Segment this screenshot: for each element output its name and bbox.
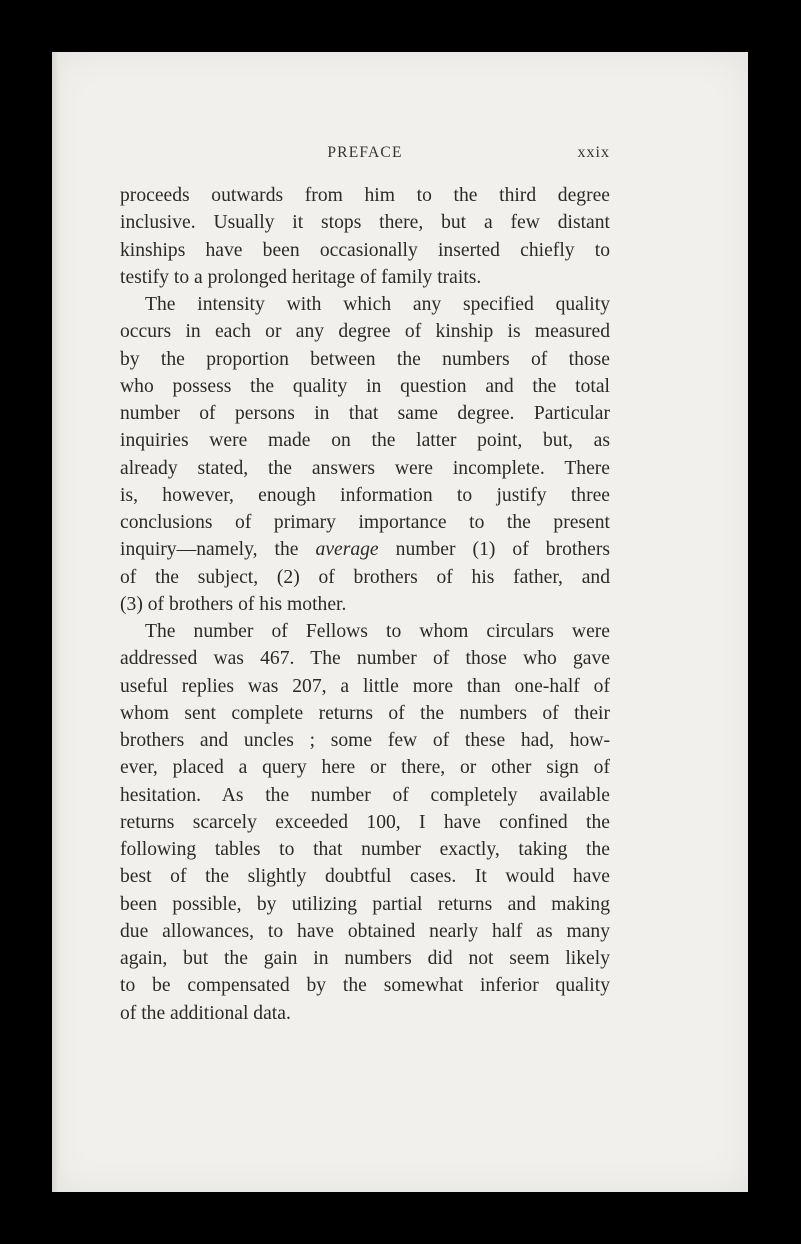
text-line: of the subject, (2) of brothers of his father, and (120, 566, 610, 588)
text-line: hesitation. As the number of completely available (120, 784, 610, 806)
body-text (120, 182, 610, 1027)
page-gutter-shadow (52, 52, 60, 1192)
text-line: who possess the quality in question and the total (120, 375, 610, 397)
text-line: The intensity with which any specified quality (145, 294, 610, 315)
paragraph-2 (120, 291, 610, 618)
running-title: PREFACE (327, 144, 403, 161)
text-line: The number of Fellows to whom circulars were (145, 621, 610, 642)
text-line: testify to a prolonged heritage of family traits. (120, 266, 482, 288)
text-line: useful replies was 207, a little more than one-half of (120, 675, 610, 697)
text-line: best of the slightly doubtful cases. It would have (120, 866, 610, 888)
text-line: number of persons in that same degree. Particular (120, 403, 610, 424)
running-header (120, 144, 610, 168)
text-line: due allowances, to have obtained nearly half as many (120, 920, 610, 942)
text-line: returns scarcely exceeded 100, I have confined the (120, 811, 610, 833)
text-fragment: number (1) of brothers (378, 539, 610, 561)
text-line: already stated, the answers were incomplete. There (120, 457, 610, 479)
paragraph-1 (120, 182, 610, 291)
text-line: ever, placed a query here or there, or other sign of (120, 757, 610, 779)
text-line: occurs in each or any degree of kinship is measured (120, 321, 610, 343)
text-line: addressed was 467. The number of those who gave (120, 648, 610, 670)
text-line-with-italic (120, 536, 610, 563)
italic-word: average (315, 539, 379, 561)
text-line: following tables to that number exactly, taking the (120, 839, 610, 860)
text-line: of the additional data. (120, 1002, 291, 1024)
text-fragment: inquiry—namely, the (120, 539, 316, 561)
text-line: again, but the gain in numbers did not seem likely (120, 948, 610, 969)
text-line: to be compensated by the somewhat inferior quality (120, 975, 610, 997)
page-number: xxix (577, 144, 610, 161)
text-line: is, however, enough information to justify three (120, 484, 610, 506)
text-line: brothers and uncles ; some few of these had, how- (120, 730, 610, 751)
text-line: kinships have been occasionally inserted chiefly to (120, 239, 610, 261)
text-line: conclusions of primary importance to the present (120, 512, 610, 533)
text-line: been possible, by utilizing partial returns and making (120, 893, 610, 915)
text-line: whom sent complete returns of the numbers of their (120, 702, 610, 724)
text-line: by the proportion between the numbers of those (120, 348, 610, 370)
text-line: inquiries were made on the latter point, but, as (120, 430, 610, 452)
book-page (52, 52, 748, 1192)
text-line: inclusive. Usually it stops there, but a few distant (120, 212, 610, 234)
text-line: (3) of brothers of his mother. (120, 593, 347, 615)
text-line: proceeds outwards from him to the third degree (120, 185, 610, 206)
paragraph-3 (120, 618, 610, 1027)
